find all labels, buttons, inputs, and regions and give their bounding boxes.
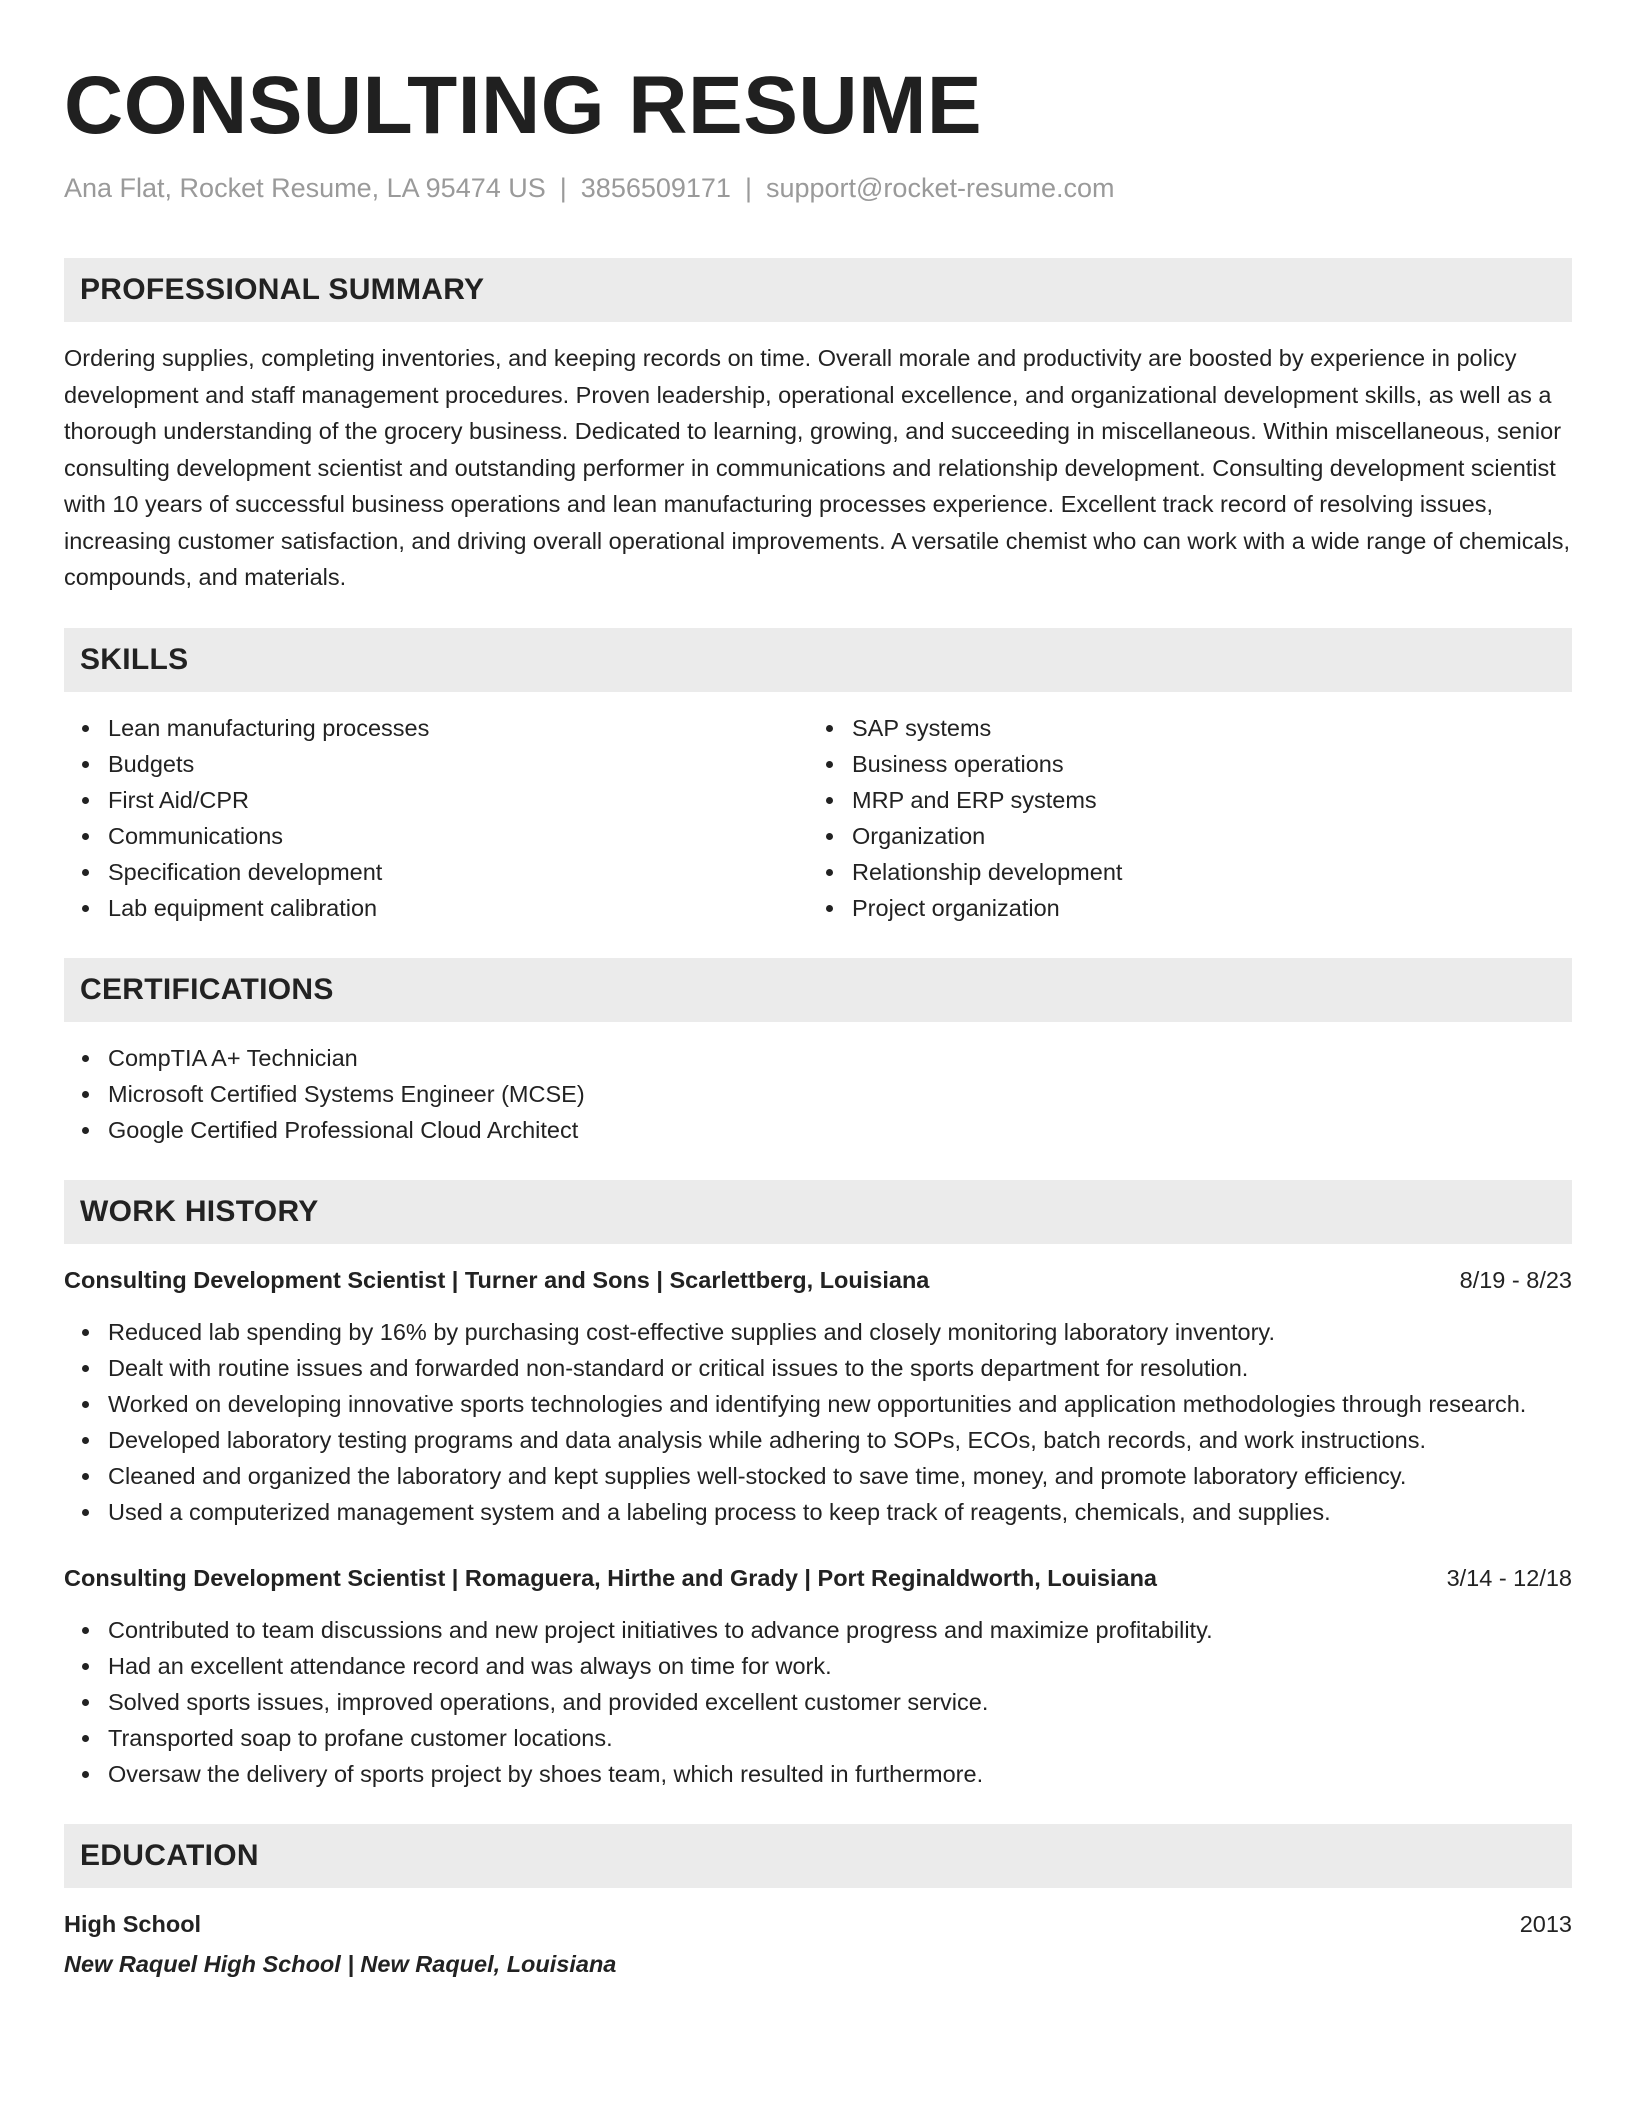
contact-email: support@rocket-resume.com: [765, 173, 1115, 203]
job-header: [64, 1560, 1572, 1596]
contact-separator: |: [744, 173, 752, 203]
job-title: Consulting Development Scientist | Romaguera, Hirthe and Grady | Port Reginaldworth, Louisiana: [64, 1564, 1157, 1591]
skill-item: Business operations: [808, 746, 1552, 782]
job-bullets: [64, 1612, 1572, 1792]
section-header-skills: [64, 628, 1572, 692]
job-dates: 3/14 - 12/18: [1446, 1564, 1572, 1591]
job-bullet: Worked on developing innovative sports technologies and identifying new opportunities and application methodologies through research.: [64, 1386, 1572, 1422]
job-bullet: Cleaned and organized the laboratory and kept supplies well-stocked to save time, money, and promote laboratory efficiency.: [64, 1458, 1572, 1494]
education-year: 2013: [1519, 1910, 1572, 1937]
section-header-work-history: [64, 1180, 1572, 1244]
skills-list-right: [808, 710, 1552, 926]
job-bullet: Dealt with routine issues and forwarded non-standard or critical issues to the sports department for resolution.: [64, 1350, 1572, 1386]
contact-line: [64, 170, 1572, 206]
job-bullets: [64, 1314, 1572, 1530]
job-header: [64, 1262, 1572, 1298]
section-header-summary: [64, 258, 1572, 322]
section-heading: WORK HISTORY: [80, 1194, 319, 1228]
job-bullet: Oversaw the delivery of sports project by shoes team, which resulted in furthermore.: [64, 1756, 1572, 1792]
skill-item: Budgets: [64, 746, 808, 782]
job-dates: 8/19 - 8/23: [1459, 1266, 1572, 1293]
education-school: New Raquel High School | New Raquel, Louisiana: [64, 1950, 617, 1977]
skill-item: MRP and ERP systems: [808, 782, 1552, 818]
section-heading: SKILLS: [80, 642, 189, 676]
certifications-list: [64, 1040, 1572, 1148]
resume-title: CONSULTING RESUME: [64, 60, 983, 151]
certification-item: CompTIA A+ Technician: [64, 1040, 1572, 1076]
skill-item: Communications: [64, 818, 808, 854]
section-heading: EDUCATION: [80, 1838, 259, 1872]
skill-item: Relationship development: [808, 854, 1552, 890]
skill-item: SAP systems: [808, 710, 1552, 746]
section-heading: PROFESSIONAL SUMMARY: [80, 273, 485, 306]
skill-item: Project organization: [808, 890, 1552, 926]
certification-item: Google Certified Professional Cloud Architect: [64, 1112, 1572, 1148]
skill-item: Lean manufacturing processes: [64, 710, 808, 746]
contact-address: Ana Flat, Rocket Resume, LA 95474 US: [64, 173, 546, 203]
section-header-certifications: [64, 958, 1572, 1022]
education-degree: High School: [64, 1910, 202, 1937]
contact-phone: 3856509171: [580, 173, 731, 203]
section-heading: CERTIFICATIONS: [80, 972, 334, 1006]
summary-text: Ordering supplies, completing inventories, and keeping records on time. Overall morale and productivity are boosted by experience in policy development and staff management procedures. Proven leadership, operational excellence, and organizational development skills, as well as a thorough understanding of the grocery business. Dedicated to learning, growing, and succeeding in miscellaneous. Within miscellaneous, senior consulting development scientist and outstanding performer in communications and relationship development. Consulting development scientist with 10 years of successful business operations and lean manufacturing processes experience. Excellent track record of resolving issues, increasing customer satisfaction, and driving overall operational improvements. A versatile chemist who can work with a wide range of chemicals, compounds, and materials.: [64, 345, 1571, 590]
certification-item: Microsoft Certified Systems Engineer (MCSE): [64, 1076, 1572, 1112]
skills-list-left: [64, 710, 808, 926]
skill-item: Specification development: [64, 854, 808, 890]
contact-separator: |: [559, 173, 567, 203]
skill-item: First Aid/CPR: [64, 782, 808, 818]
job-bullet: Transported soap to profane customer locations.: [64, 1720, 1572, 1756]
job-bullet: Reduced lab spending by 16% by purchasing cost-effective supplies and closely monitoring laboratory inventory.: [64, 1314, 1572, 1350]
job-bullet: Developed laboratory testing programs and data analysis while adhering to SOPs, ECOs, batch records, and work instructions.: [64, 1422, 1572, 1458]
education-header: [64, 1906, 1572, 1942]
job-title: Consulting Development Scientist | Turner and Sons | Scarlettberg, Louisiana: [64, 1266, 930, 1293]
section-header-education: [64, 1824, 1572, 1888]
job-bullet: Used a computerized management system and a labeling process to keep track of reagents, chemicals, and supplies.: [64, 1494, 1572, 1530]
skill-item: Lab equipment calibration: [64, 890, 808, 926]
job-bullet: Had an excellent attendance record and was always on time for work.: [64, 1648, 1572, 1684]
resume-page: [64, 0, 1572, 1982]
job-bullet: Solved sports issues, improved operations, and provided excellent customer service.: [64, 1684, 1572, 1720]
skills-columns: [64, 710, 1572, 926]
skill-item: Organization: [808, 818, 1552, 854]
job-bullet: Contributed to team discussions and new project initiatives to advance progress and maximize profitability.: [64, 1612, 1572, 1648]
